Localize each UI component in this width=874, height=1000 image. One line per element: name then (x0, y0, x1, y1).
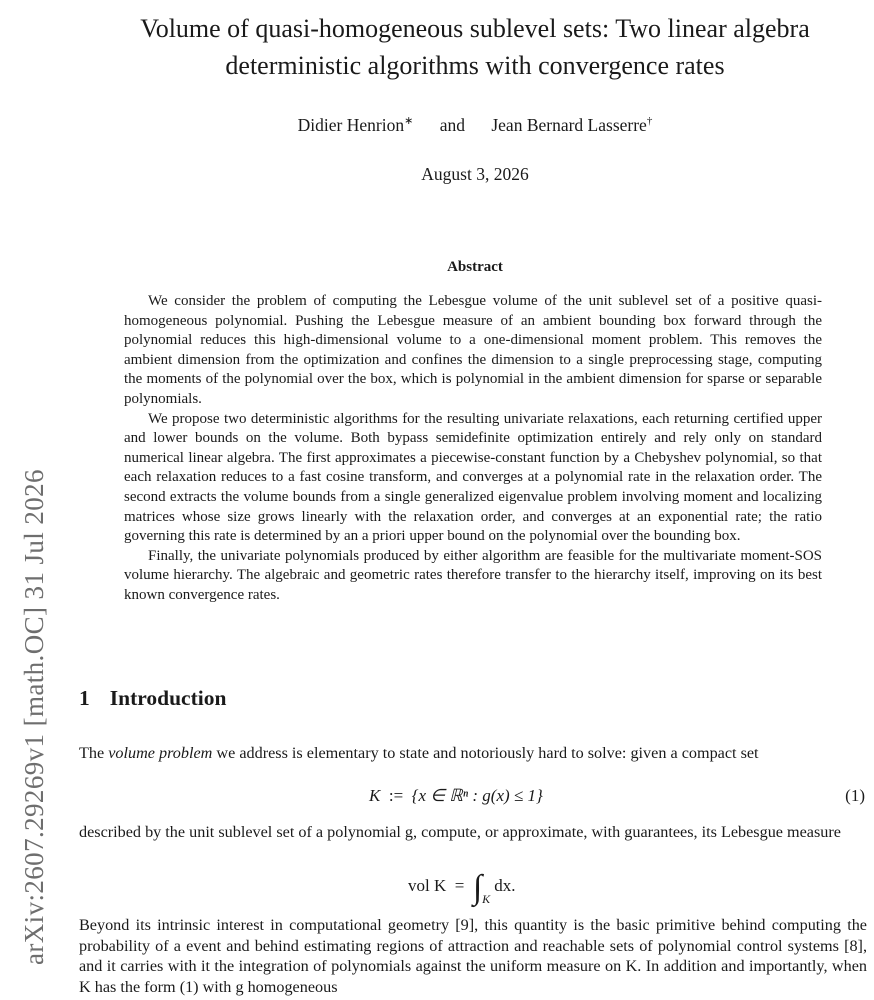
integral-sign: ∫ (472, 869, 483, 906)
abstract-heading: Abstract (447, 259, 503, 275)
equation-lhs: vol K (408, 876, 447, 895)
equation-number: (1) (845, 786, 865, 805)
text-run: Beyond its intrinsic interest in computational geometry [9], this quantity is the basic primitive behind computing the probability of a event and behind estimating regions of attraction and reachable sets of polynomial control systems [8], and it carries with it the integration of polynomials against the uniform measure on K. In addition and importantly, when K has the form (1) with g homogeneous (79, 916, 867, 996)
author-conjunction: and (439, 114, 465, 135)
text-run: we address is elementary to state and notoriously hard to solve: given a compact set (212, 744, 759, 762)
text-run: The (79, 744, 109, 762)
author-name: Jean Bernard Lasserre (491, 114, 647, 135)
intro-paragraph (79, 743, 867, 764)
author-list (80, 114, 870, 136)
author-footnote-mark: ∗ (404, 115, 414, 127)
paper-title (80, 10, 870, 84)
text-run: described by the unit sublevel set of a polynomial g, compute, or approximate, with guarantees, its Lebesgue measure (79, 823, 841, 841)
author-name: Didier Henrion (297, 114, 405, 135)
title-line-2: deterministic algorithms with convergence rates (225, 51, 725, 80)
equation-rhs: dx. (494, 876, 516, 895)
equation-operator: = (454, 876, 465, 895)
integral-domain: K (482, 892, 491, 906)
abstract-paragraph: We consider the problem of computing the Lebesgue volume of the unit sublevel set of a positive quasi-homogeneous polynomial. Pushing the Lebesgue measure of an ambient bounding box forward through the polynomial reduces this high-dimensional volume to a one-dimensional moment problem. This removes the ambient dimension from the optimization and confines the dimension to a single preprocessing stage, computing the moments of the polynomial over the box, which is polynomial in the ambient dimension for sparse or separable polynomials. (124, 293, 822, 407)
arxiv-identifier: arXiv:2607.29269v1 [math.OC] 31 Jul 2026 (19, 469, 49, 965)
emphasized-term: volume problem (108, 744, 213, 762)
section-number: 1 (79, 686, 90, 710)
title-line-1: Volume of quasi-homogeneous sublevel sets: Two linear algebra (140, 14, 810, 43)
abstract-paragraph: We propose two deterministic algorithms for the resulting univariate relaxations, each returning certified upper and lower bounds on the volume. Both bypass semidefinite optimization entirely and rely only on standard numerical linear algebra. The first approximates a piecewise-constant function by a Chebyshev polynomial, so that each relaxation reduces to a fast cosine transform, and converges at a polynomial rate in the relaxation order. The second extracts the volume bounds from a single generalized eigenvalue problem involving moment and localizing matrices whose size grows linearly with the relaxation order, and converges at an exponential rate; the ratio governing this rate is determined by an a priori upper bound on the polynomial over the bounding box. (124, 410, 822, 545)
intro-paragraph (79, 822, 867, 843)
abstract-body (124, 292, 822, 606)
abstract-paragraph: Finally, the univariate polynomials produced by either algorithm are feasible for the multivariate moment-SOS volume hierarchy. The algebraic and geometric rates therefore transfer to the hierarchy itself, improving on its best known convergence rates. (124, 547, 822, 603)
author-footnote-mark: † (646, 115, 653, 127)
paper-date: August 3, 2026 (421, 164, 529, 184)
equation-lhs: K (369, 786, 381, 805)
section-heading (79, 686, 226, 711)
intro-paragraph (79, 915, 867, 997)
equation-operator: := (388, 786, 404, 805)
section-title: Introduction (109, 686, 227, 710)
equation-volume (408, 862, 516, 906)
equation-rhs: {x ∈ ℝⁿ : g(x) ≤ 1} (411, 786, 543, 805)
